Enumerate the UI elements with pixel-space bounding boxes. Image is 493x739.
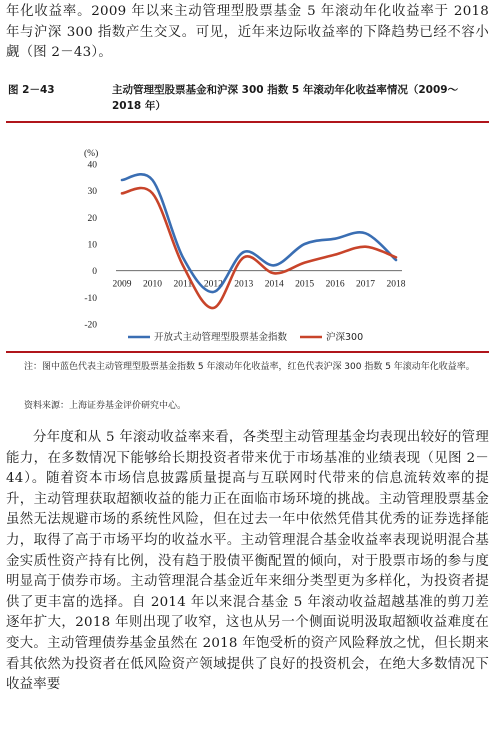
- y-tick-label: 10: [87, 240, 97, 251]
- x-tick-label: 2009: [112, 279, 132, 290]
- x-tick-label: 2014: [264, 279, 284, 290]
- body-paragraph-bottom: 分年度和从 5 年滚动收益率来看，各类型主动管理基金均表现出较好的管理能力，在多数情况下能够给长期投资者带来优于市场基准的业绩表现（见图 2－44）。随着资本市场信息披露质量提高与互联网时代带来的信息流转效率的提升，主动管理获取超额收益的能力正在面临市场环境的挑战。主动管理股票基金虽然无法规避市场的系统性风险，但在过去一年中依然凭借其优秀的证券选择能力，取得了高于市场平均的收益水平。主动管理混合基金收益率表现说明混合基金实质性资产持有比例，没有趋于股债平衡配置的倾向，对于股票市场的参与度明显高于债券市场。主动管理混合基金近年来细分类型更为多样化，为投资者提供了更丰富的选择。自 2014 年以来混合基金 5 年滚动收益超越基准的剪刀差逐年扩大，2018 年则出现了收窄，这也从另一个侧面说明汲取超额收益难度在变大。主动管理债券基金虽然在 2018 年饱受析的资产风险释放之忧，但长期来看其依然为投资者在低风险资产领域提供了良好的投资机会，在绝大多数情况下收益率要: [6, 430, 489, 693]
- x-tick-label: 2010: [142, 279, 162, 290]
- x-tick-label: 2011: [173, 279, 193, 290]
- figure-source: 资料来源：上海证券基金评价研究中心。: [24, 401, 187, 411]
- figure-number: 图 2－43: [8, 84, 55, 96]
- y-axis-unit: (%): [84, 149, 99, 159]
- series-line-0: [122, 174, 396, 292]
- body-paragraph-top: 年化收益率。2009 年以来主动管理型股票基金 5 年滚动年化收益率于 2018 年与沪深 300 指数产生交叉。可见，近年来边际收益率的下降趋势已经不容小觑（图 2－43）。: [6, 4, 489, 61]
- y-axis-ticks: [84, 161, 97, 331]
- y-tick-label: 0: [92, 267, 97, 278]
- x-tick-label: 2017: [356, 279, 376, 290]
- x-tick-label: 2018: [386, 279, 406, 290]
- x-tick-label: 2012: [203, 279, 223, 290]
- y-tick-label: -20: [84, 320, 97, 331]
- legend-label: 开放式主动管理型股票基金指数: [154, 332, 288, 343]
- y-tick-label: 40: [87, 160, 97, 171]
- line-chart: [0, 132, 493, 350]
- chart-svg: [0, 132, 493, 350]
- legend: [128, 331, 363, 343]
- figure-top-rule: [6, 121, 489, 123]
- y-tick-label: -10: [84, 293, 97, 304]
- x-tick-label: 2015: [295, 279, 315, 290]
- y-tick-label: 20: [87, 213, 97, 224]
- x-tick-label: 2013: [234, 279, 254, 290]
- legend-label: 沪深300: [326, 332, 364, 343]
- series-lines: [122, 174, 396, 308]
- x-tick-label: 2016: [325, 279, 345, 290]
- figure-note: 注：图中蓝色代表主动管理型股票基金指数 5 年滚动年化收益率，红色代表沪深 300 指数 5 年滚动年化收益率。: [24, 362, 475, 372]
- figure-bottom-rule: [6, 351, 489, 353]
- x-axis-ticks: [113, 280, 406, 290]
- figure-title: 主动管理型股票基金和沪深 300 指数 5 年滚动年化收益率情况（2009～2018 年）: [112, 84, 459, 112]
- y-tick-label: 30: [87, 187, 97, 198]
